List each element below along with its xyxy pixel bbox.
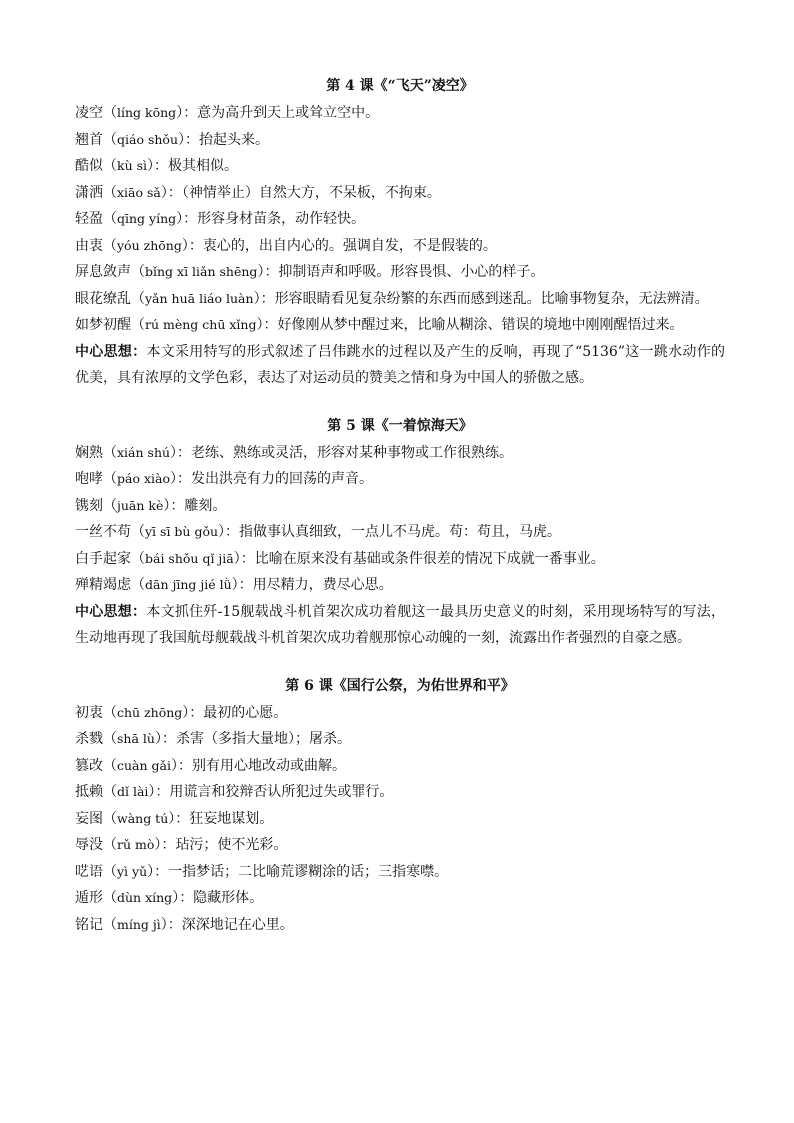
vocab-word: 轻盈 [75,211,103,227]
vocab-pinyin: bǐng xī liǎn shēng [145,264,258,279]
vocab-definition: ：玷污；使不光彩。 [161,837,288,853]
vocab-pinyin: juān kè [117,497,164,513]
vocab-pinyin: páo xiào [117,471,170,486]
vocab-entry: 轻盈（qīng yíng）：形容身材苗条，动作轻快。 [75,211,366,227]
vocab-word: 酷似 [75,158,103,174]
vocab-entry: 镌刻（juān kè）：雕刻。 [75,497,227,514]
vocab-definition: ：最初的心愿。 [189,704,288,721]
vocab-pinyin: yī sī bù gǒu [145,524,219,539]
vocab-word: 初衷 [75,704,103,721]
vocab-entry: 眼花缭乱（yǎn huā liáo luàn）：形容眼睛看见复杂纷繁的东西而感到迷乱。比喻事物复杂，无法辨清。 [75,290,709,307]
central-idea [75,339,725,392]
vocab-pinyin: qiáo shǒu [117,131,178,147]
vocab-entry: 翘首（qiáo shǒu）：抬起头来。 [75,131,269,148]
vocab-word: 凌空 [75,105,103,121]
vocab-word: 铭记 [75,916,103,933]
vocab-definition: ：形容身材苗条，动作轻快。 [183,211,366,227]
vocab-definition: ：雕刻。 [170,497,227,514]
vocab-pinyin: kù sì [117,158,148,173]
vocab-word: 辱没 [75,837,103,853]
vocab-pinyin: qīng yíng [117,211,177,226]
central-idea-label: 中心思想： [75,343,147,360]
vocab-entry: 酷似（kù sì）：极其相似。 [75,158,239,174]
vocab-entry: 屏息敛声（bǐng xī liǎn shēng）：抑制语声和呼吸。形容畏惧、小心的样子。 [75,264,545,280]
vocab-definition: ：衷心的，出自内心的。强调自发，不是假装的。 [188,237,497,254]
vocab-word: 抵赖 [75,784,103,800]
vocab-word: 翘首 [75,131,103,148]
vocab-definition: ：极其相似。 [154,158,239,174]
vocab-pinyin: dùn xíng [117,890,173,905]
vocab-word: 杀戮 [75,731,103,747]
vocab-word: 眼花缭乱 [75,290,131,307]
vocab-entry: 初衷（chū zhōng）：最初的心愿。 [75,704,288,721]
vocab-word: 遁形 [75,890,103,906]
vocab-word: 咆哮 [75,471,103,487]
vocab-entry: 辱没（rǔ mò）：玷污；使不光彩。 [75,837,288,853]
vocab-definition: ：老练、熟练或灵活，形容对某种事物或工作很熟练。 [177,444,514,461]
vocab-entry: 妄图（wàng tú）：狂妄地谋划。 [75,810,274,827]
vocab-word: 屏息敛声 [75,264,131,280]
lesson-4 [75,72,725,392]
vocab-entry: 由衷（yóu zhōng）：衷心的，出自内心的。强调自发，不是假装的。 [75,237,497,254]
vocab-definition: ：一指梦话；二比喻荒谬糊涂的话；三指寒噤。 [154,863,449,880]
vocab-definition: ：杀害（多指大量地）；屠杀。 [161,731,351,747]
vocab-definition: ：比喻在原来没有基础或条件很差的情况下成就一番事业。 [240,550,605,567]
vocab-definition: ：别有用心地改动或曲解。 [177,757,346,774]
vocab-definition: ：抑制语声和呼吸。形容畏惧、小心的样子。 [264,264,545,280]
central-idea [75,599,725,652]
vocab-entry: 一丝不苟（yī sī bù gǒu）：指做事认真细致，一点儿不马虎。苟：苟且，马虎。 [75,524,562,540]
document-page [75,72,725,938]
vocab-word: 娴熟 [75,444,103,461]
vocab-pinyin: yǎn huā liáo luàn [145,290,254,306]
vocab-entry: 凌空（líng kōng）：意为高升到天上或耸立空中。 [75,105,380,121]
vocab-word: 由衷 [75,237,103,254]
vocab-pinyin: míng jì [117,916,161,932]
vocab-pinyin: dān jīng jié lǜ [145,577,232,592]
vocab-pinyin: yì yǔ [117,863,148,879]
vocab-pinyin: shā lù [117,731,155,746]
vocab-definition: ：抬起头来。 [185,131,269,148]
vocab-word: 妄图 [75,810,103,827]
vocab-entry: 铭记（míng jì）：深深地记在心里。 [75,916,294,933]
lesson-title: 第 5 课《一着惊海天》 [327,417,473,434]
lesson-5 [75,412,725,652]
vocab-list [75,440,725,599]
vocab-entry: 抵赖（dǐ lài）：用谎言和狡辩否认所犯过失或罪行。 [75,784,394,800]
vocab-definition: ：发出洪亮有力的回荡的声音。 [176,471,373,487]
vocab-entry: 呓语（yì yǔ）：一指梦话；二比喻荒谬糊涂的话；三指寒噤。 [75,863,449,880]
vocab-word: 呓语 [75,863,103,880]
vocab-pinyin: wàng tú [117,810,169,826]
vocab-word: 篡改 [75,757,103,774]
vocab-pinyin: cuàn gǎi [117,757,171,773]
vocab-definition: ：好像刚从梦中醒过来，比喻从糊涂、错误的境地中刚刚醒悟过来。 [263,317,684,333]
vocab-entry: 如梦初醒（rú mèng chū xǐng）：好像刚从梦中醒过来，比喻从糊涂、错误的境地中刚刚醒悟过来。 [75,317,684,333]
central-idea-label: 中心思想： [75,603,147,620]
vocab-definition: ：意为高升到天上或耸立空中。 [183,105,380,121]
vocab-entry: 潇洒（xiāo sǎ）：（神情举止）自然大方，不呆板，不拘束。 [75,184,441,201]
vocab-pinyin: líng kōng [117,105,177,120]
lesson-title: 第 6 课《国行公祭，为佑世界和平》 [285,677,515,694]
vocab-definition: ：（神情举止）自然大方，不呆板，不拘束。 [167,184,441,201]
vocab-pinyin: chū zhōng [117,704,183,720]
vocab-entry: 娴熟（xián shú）：老练、熟练或灵活，形容对某种事物或工作很熟练。 [75,444,514,461]
vocab-definition: ：狂妄地谋划。 [175,810,274,827]
vocab-word: 如梦初醒 [75,317,131,333]
vocab-list [75,700,725,939]
vocab-pinyin: bái shǒu qǐ jiā [145,550,234,566]
central-idea-text: 本文抓住歼-15舰载战斗机首架次成功着舰这一最具历史意义的时刻，采用现场特写的写法，生动地再现了我国航母舰载战斗机首架次成功着舰那惊心动魄的一刻，流露出作者强烈的自豪之感。 [75,603,726,646]
vocab-entry: 白手起家（bái shǒu qǐ jiā）：比喻在原来没有基础或条件很差的情况下成就一番事业。 [75,550,605,567]
vocab-entry: 杀戮（shā lù）：杀害（多指大量地）；屠杀。 [75,731,351,747]
vocab-pinyin: rǔ mò [117,837,155,852]
lesson-6 [75,672,725,939]
vocab-definition: ：深深地记在心里。 [167,916,294,933]
vocab-word: 白手起家 [75,550,131,567]
vocab-pinyin: dǐ lài [117,784,149,799]
vocab-pinyin: xiāo sǎ [117,184,161,200]
vocab-word: 镌刻 [75,497,103,514]
vocab-word: 殚精竭虑 [75,577,131,593]
vocab-word: 潇洒 [75,184,103,201]
vocab-entry: 咆哮（páo xiào）：发出洪亮有力的回荡的声音。 [75,471,373,487]
vocab-definition: ：指做事认真细致，一点儿不马虎。苟：苟且，马虎。 [225,524,562,540]
lesson-title: 第 4 课《“飞天”凌空》 [326,78,474,94]
vocab-definition: ：隐藏形体。 [179,890,264,906]
vocab-pinyin: yóu zhōng [117,237,182,253]
vocab-entry: 殚精竭虑（dān jīng jié lǜ）：用尽精力，费尽心思。 [75,577,393,593]
vocab-list [75,100,725,339]
vocab-entry: 遁形（dùn xíng）：隐藏形体。 [75,890,264,906]
vocab-word: 一丝不苟 [75,524,131,540]
vocab-definition: ：用谎言和狡辩否认所犯过失或罪行。 [155,784,394,800]
vocab-pinyin: rú mèng chū xǐng [145,317,257,332]
vocab-entry: 篡改（cuàn gǎi）：别有用心地改动或曲解。 [75,757,346,774]
vocab-definition: ：形容眼睛看见复杂纷繁的东西而感到迷乱。比喻事物复杂，无法辨清。 [260,290,709,307]
central-idea-text: 本文采用特写的形式叙述了吕伟跳水的过程以及产生的反响，再现了“5136”这一跳水动作的优美，具有浓厚的文学色彩，表达了对运动员的赞美之情和身为中国人的骄傲之感。 [75,343,725,386]
vocab-pinyin: xián shú [117,444,171,460]
vocab-definition: ：用尽精力，费尽心思。 [238,577,393,593]
